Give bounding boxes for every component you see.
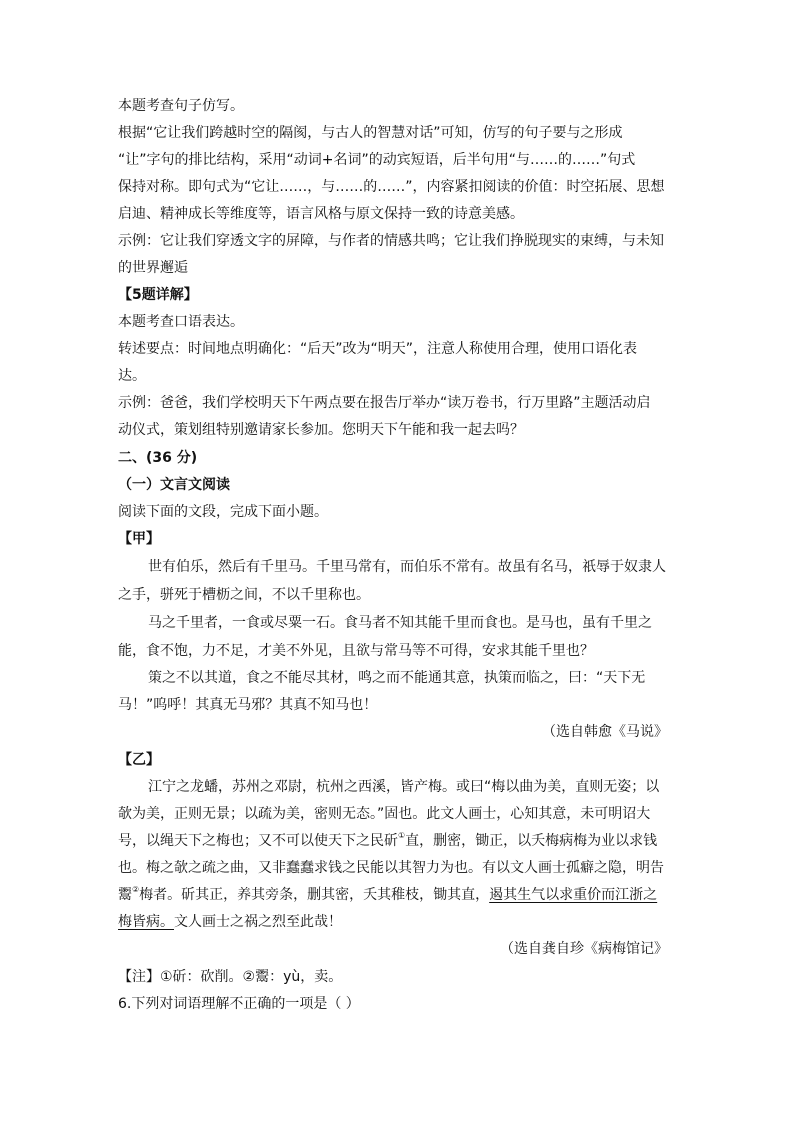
section-heading: （一）文言文阅读 [118, 477, 230, 493]
text-line: 示例：爸爸，我们学校明天下午两点要在报告厅举办“读万卷书，行万里路”主题活动启 [118, 395, 651, 411]
text-line: 欹为美，正则无景；以疏为美，密则无态。”固也。此文人画士，心知其意，未可明诏大 [118, 806, 651, 822]
text-segment: 直，删密，锄正，以夭梅病梅为业以求钱 [405, 833, 658, 849]
text-line: 策之不以其道，食之不能尽其材，鸣之而不能通其意，执策而临之，曰：“天下无 [148, 670, 646, 686]
source-citation: （选自龚自珍《病梅馆记》 [500, 941, 668, 957]
text-line: 世有伯乐，然后有千里马。千里马常有，而伯乐不常有。故虽有名马，祇辱于奴隶人 [148, 559, 666, 575]
text-segment: 鬻 [118, 887, 132, 903]
text-line: 的世界邂逅 [118, 260, 188, 276]
section-heading: 【5题详解】 [118, 287, 198, 303]
text-line: 达。 [118, 368, 146, 384]
text-line [118, 885, 657, 905]
text-segment: 号，以绳天下之梅也；又不可以使天下之民斫 [118, 833, 398, 849]
underlined-sentence: 梅皆病。 [118, 914, 174, 930]
text-line: 根据“它让我们跨越时空的隔阂，与古人的智慧对话”可知，仿写的句子要与之形成 [118, 125, 623, 141]
text-segment: 文人画士之祸之烈至此哉！ [174, 914, 342, 930]
text-line: “让”字句的排比结构，采用“动词+名词”的动宾短语，后半句用“与……的……”句式 [118, 152, 636, 168]
text-segment: 梅者。斫其正，养其旁条，删其密，夭其稚枝，锄其直， [139, 887, 490, 903]
footnote-marker: ② [132, 885, 140, 894]
text-line: 动仪式，策划组特别邀请家长参加。您明天下午能和我一起去吗？ [118, 422, 524, 438]
source-citation: （选自韩愈《马说》 [542, 724, 668, 740]
footnote-marker: ① [398, 831, 406, 840]
text-line [118, 912, 342, 932]
text-line: 本题考查口语表达。 [118, 314, 244, 330]
passage-label-yi: 【乙】 [118, 752, 160, 768]
text-line: 转述要点：时间地点明确化：“后天”改为“明天”，注意人称使用合理，使用口语化表 [118, 341, 638, 357]
text-line: 示例：它让我们穿透文字的屏障，与作者的情感共鸣；它让我们挣脱现实的束缚，与未知 [118, 233, 664, 249]
text-line: 本题考查句子仿写。 [118, 98, 244, 114]
text-line: 之手，骈死于槽枥之间，不以千里称也。 [118, 587, 370, 603]
text-line: 保持对称。即句式为“它让……，与……的……”，内容紧扣阅读的价值：时空拓展、思想 [118, 179, 665, 195]
question-6: 6.下列对词语理解不正确的一项是（ ） [118, 996, 360, 1012]
footnote: 【注】①斫：砍削。②鬻：yù，卖。 [118, 969, 343, 985]
section-heading: 二、(36 分) [118, 450, 198, 466]
text-line: 阅读下面的文段，完成下面小题。 [118, 504, 328, 520]
text-line: 马之千里者，一食或尽粟一石。食马者不知其能千里而食也。是马也，虽有千里之 [148, 615, 652, 631]
underlined-sentence: 遏其生气以求重价而江浙之 [489, 887, 658, 903]
text-line: 启迪、精神成长等维度等，语言风格与原文保持一致的诗意美感。 [118, 206, 524, 222]
text-line: 江宁之龙蟠，苏州之邓尉，杭州之西溪，皆产梅。或曰“梅以曲为美，直则无姿；以 [148, 779, 660, 795]
text-line: 也。梅之欹之疏之曲，又非蠢蠢求钱之民能以其智力为也。有以文人画士孤癖之隐，明告 [118, 860, 664, 876]
passage-label-jia: 【甲】 [118, 531, 160, 547]
text-line: 马！”呜呼！其真无马邪？其真不知马也！ [118, 697, 378, 713]
text-line [118, 831, 657, 851]
text-line: 能，食不饱，力不足，才美不外见，且欲与常马等不可得，安求其能千里也？ [118, 643, 594, 659]
